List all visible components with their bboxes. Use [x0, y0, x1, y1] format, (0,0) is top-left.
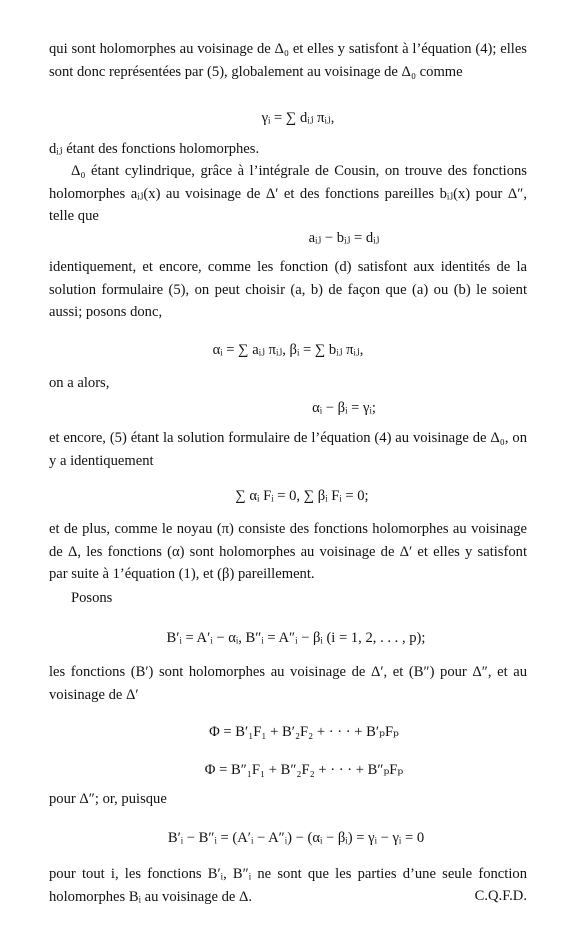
paragraph-7: et de plus, comme le noyau (π) consiste des fonctions holomorphes au voisinage de Δ, les fonctions (α) sont holomorphes au voisinage de Δ′ et elles y satisfont par suite à 1’équation (1), et (β) pareillement.: [49, 521, 527, 582]
paragraph-6: et encore, (5) étant la solution formulaire de l’équation (4) au voisinage de Δ₀, on y a identiquement: [49, 430, 527, 469]
equation-gamma: γᵢ = ∑ dᵢⱼ πᵢⱼ,: [261, 110, 335, 126]
paragraph-9: les fonctions (B′) sont holomorphes au voisinage de Δ′, et (B″) pour Δ″, et au voisinage de Δ′: [49, 664, 527, 703]
paragraph-2: dᵢⱼ étant des fonctions holomorphes.: [49, 141, 260, 157]
paragraph-4: identiquement, et encore, comme les fonction (d) satisfont aux identités de la solution formulaire (5), on peut choisir (a, b) de façon que (a) ou (b) le soient aussi; posons donc,: [49, 259, 527, 320]
equation-B-prime: B′ᵢ = A′ᵢ − αᵢ, B″ᵢ = A″ᵢ − βᵢ (i = 1, 2, . . . , p);: [166, 630, 426, 646]
equation-phi-double-prime: Φ = B″₁F₁ + B″₂F₂ + · · · + B″ₚFₚ: [204, 762, 404, 778]
paragraph-1: qui sont holomorphes au voisinage de Δ₀ et elles y satisfont à l’équation (4); elles sont donc représentées par (5), globalement au voisinage de Δ₀ comme: [49, 41, 527, 80]
paragraph-5: on a alors,: [49, 375, 110, 391]
equation-sum-alpha-F: ∑ αᵢ Fᵢ = 0, ∑ βᵢ Fᵢ = 0;: [235, 488, 369, 504]
equation-B-difference: B′ᵢ − B″ᵢ = (A′ᵢ − A″ᵢ) − (αᵢ − βᵢ) = γᵢ − γᵢ = 0: [167, 830, 425, 846]
paragraph-3: Δ₀ étant cylindrique, grâce à l’intégrale de Cousin, on trouve des fonctions holomorphes aᵢⱼ(x) au voisinage de Δ′ et des fonctions pareilles bᵢⱼ(x) pour Δ″, telle que: [49, 163, 527, 224]
equation-phi-prime: Φ = B′₁F₁ + B′₂F₂ + · · · + B′ₚFₚ: [209, 724, 399, 740]
paragraph-8: Posons: [71, 590, 113, 606]
equation-a-minus-b: aᵢⱼ − bᵢⱼ = dᵢⱼ: [308, 230, 380, 246]
paragraph-10: pour Δ″; or, puisque: [49, 791, 167, 807]
cqfd-mark: C.Q.F.D.: [474, 888, 527, 904]
equation-alpha-beta-definitions: αᵢ = ∑ aᵢⱼ πᵢⱼ, βᵢ = ∑ bᵢⱼ πᵢⱼ,: [212, 342, 364, 358]
paragraph-11: pour tout i, les fonctions B′ᵢ, B″ᵢ ne sont que les parties d’une seule fonction holomorphes Bᵢ au voisinage de Δ.: [49, 866, 527, 905]
equation-alpha-minus-beta: αᵢ − βᵢ = γᵢ;: [312, 400, 376, 416]
